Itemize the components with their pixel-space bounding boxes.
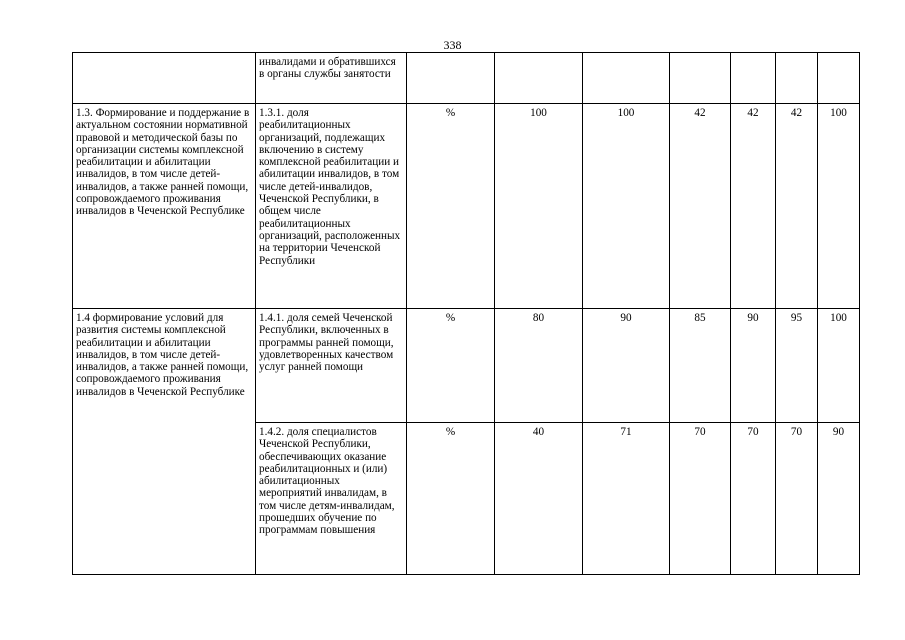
value-cell <box>495 53 583 104</box>
value-cell: 42 <box>670 104 731 309</box>
value-cell: 42 <box>776 104 818 309</box>
value-cell <box>776 53 818 104</box>
value-cell: 71 <box>583 423 670 575</box>
indicators-table <box>72 52 860 575</box>
value-cell: 70 <box>670 423 731 575</box>
value-cell: 100 <box>818 104 860 309</box>
indicator-cell: 1.3.1. доля реабилитационных организаций, подлежащих включению в систему комплексной реабилитации и абилитации инвалидов, в том числе детей-инвалидов, Чеченской Республики, в общем числе реабилитационных организаций, расположенных на территории Чеченской Республики <box>256 104 407 309</box>
value-cell: 40 <box>495 423 583 575</box>
table-row <box>73 53 860 104</box>
goal-cell: 1.3. Формирование и поддержание в актуальном состоянии нормативной правовой и методической базы по организации системы комплексной реабилитации и абилитации инвалидов, в том числе детей-инвалидов, а также ранней помощи, сопровождаемого проживания инвалидов в Чеченской Республике <box>73 104 256 309</box>
value-cell <box>818 53 860 104</box>
value-cell: 90 <box>731 309 776 423</box>
value-cell <box>583 53 670 104</box>
goal-cell: 1.4 формирование условий для развития системы комплексной реабилитации и абилитации инвалидов, в том числе детей-инвалидов, а также ранней помощи, сопровождаемого проживания инвалидов в Чеченской Республике <box>73 309 256 575</box>
value-cell: 100 <box>583 104 670 309</box>
value-cell: 80 <box>495 309 583 423</box>
indicator-cell: 1.4.1. доля семей Чеченской Республики, включенных в программы ранней помощи, удовлетворенных качеством услуг ранней помощи <box>256 309 407 423</box>
value-cell: 85 <box>670 309 731 423</box>
value-cell: 100 <box>818 309 860 423</box>
value-cell: 100 <box>495 104 583 309</box>
table-row <box>73 309 860 423</box>
unit-cell <box>407 53 495 104</box>
table-row <box>73 104 860 309</box>
indicator-cell: 1.4.2. доля специалистов Чеченской Республики, обеспечивающих оказание реабилитационных и (или) абилитационных мероприятий инвалидам, в том числе детям-инвалидам, прошедших обучение по программам повышения <box>256 423 407 575</box>
value-cell: 90 <box>818 423 860 575</box>
value-cell: 95 <box>776 309 818 423</box>
unit-cell: % <box>407 309 495 423</box>
value-cell: 70 <box>731 423 776 575</box>
goal-cell <box>73 53 256 104</box>
value-cell <box>670 53 731 104</box>
value-cell: 90 <box>583 309 670 423</box>
value-cell: 42 <box>731 104 776 309</box>
unit-cell: % <box>407 423 495 575</box>
page-number: 338 <box>443 38 462 52</box>
value-cell <box>731 53 776 104</box>
indicator-cell: инвалидами и обратившихся в органы службы занятости <box>256 53 407 104</box>
value-cell: 70 <box>776 423 818 575</box>
unit-cell: % <box>407 104 495 309</box>
